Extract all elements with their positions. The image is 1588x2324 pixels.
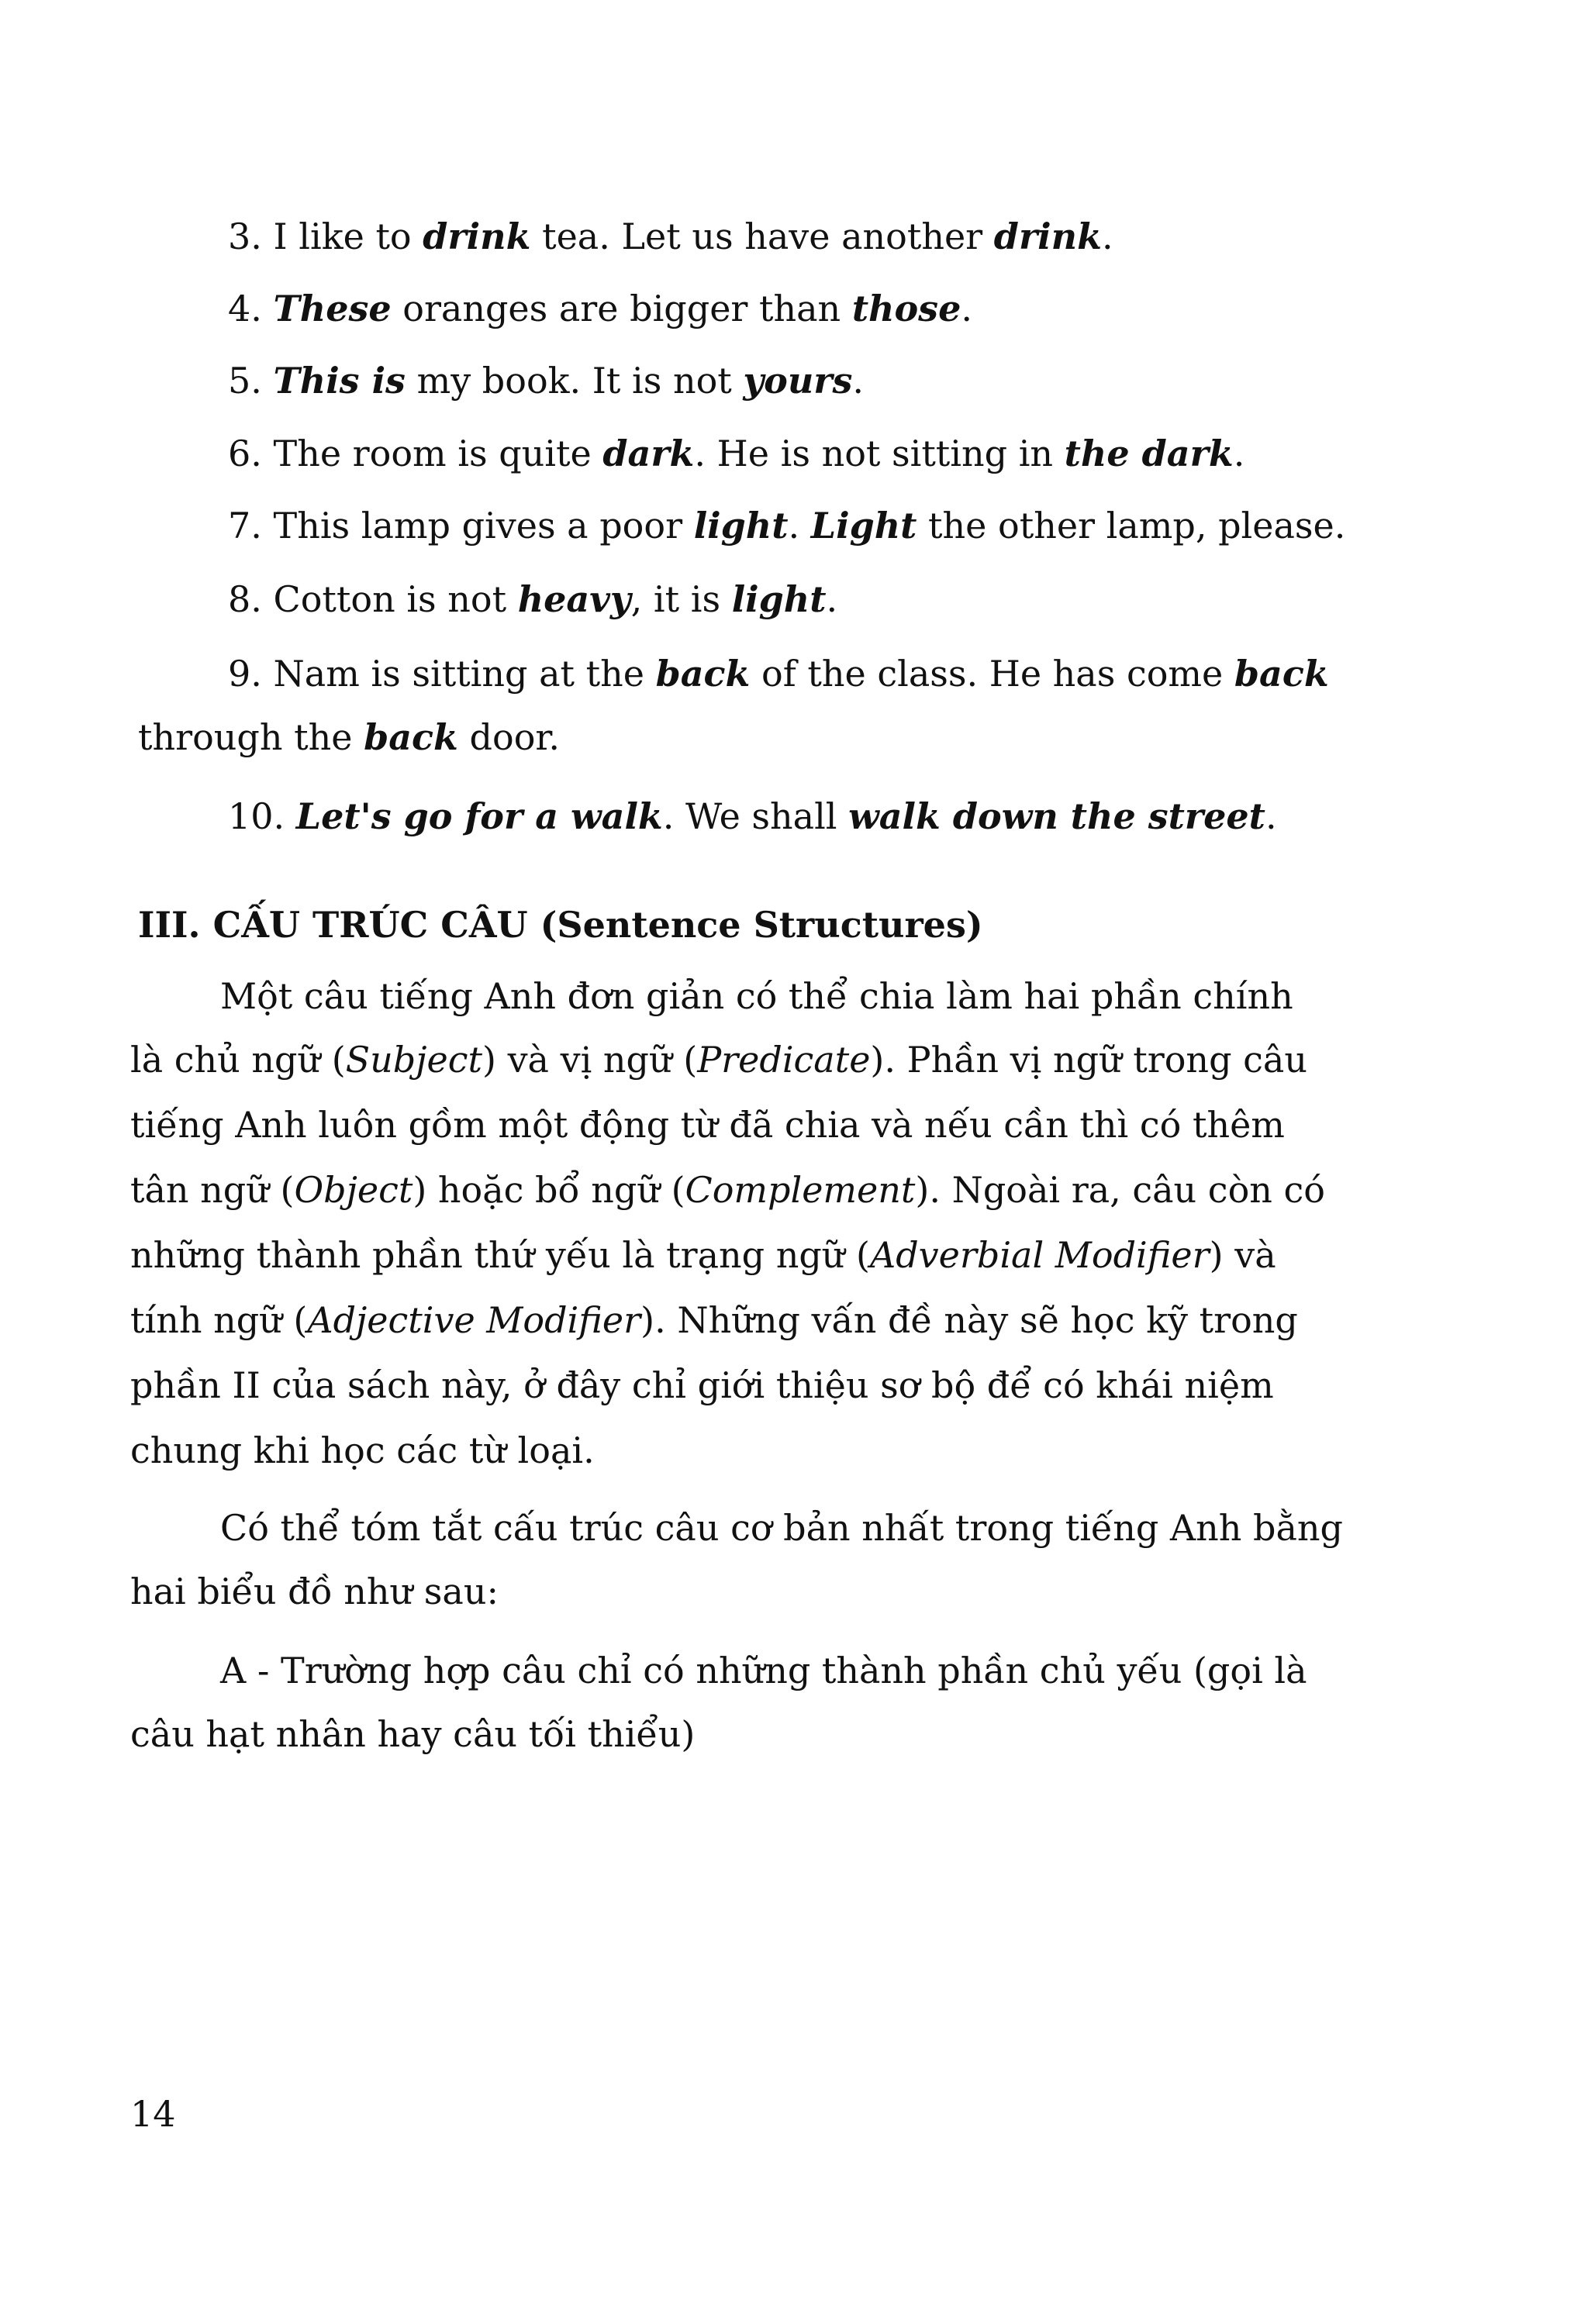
para3-line-1: A - Trường hợp câu chỉ có những thành phần chủ yếu (gọi là: [220, 1650, 1307, 1691]
example-7: 7. This lamp gives a poor light. Light the other lamp, please.: [228, 505, 1346, 547]
section-heading: III. CẤU TRÚC CÂU (Sentence Structures): [138, 904, 983, 946]
page-number: 14: [130, 2093, 176, 2135]
example-8: 8. Cotton is not heavy, it is light.: [228, 578, 838, 620]
example-9-continued: through the back door.: [138, 716, 560, 758]
example-9: 9. Nam is sitting at the back of the class. He has come back: [228, 653, 1329, 695]
para1-line-2: là chủ ngữ (Subject) và vị ngữ (Predicate). Phần vị ngữ trong câu: [130, 1039, 1307, 1081]
para3-line-2: câu hạt nhân hay câu tối thiểu): [130, 1713, 696, 1755]
example-6: 6. The room is quite dark. He is not sitting in the dark.: [228, 433, 1245, 474]
example-10: 10. Let's go for a walk. We shall walk down the street.: [228, 795, 1277, 837]
example-4: 4. These oranges are bigger than those.: [228, 288, 972, 329]
para1-line-7: phần II của sách này, ở đây chỉ giới thiệu sơ bộ để có khái niệm: [130, 1364, 1274, 1406]
example-3: 3. I like to drink tea. Let us have another drink.: [228, 216, 1113, 257]
para1-line-6: tính ngữ (Adjective Modifier). Những vấn đề này sẽ học kỹ trong: [130, 1299, 1298, 1341]
para1-line-8: chung khi học các từ loại.: [130, 1429, 595, 1471]
para2-line-2: hai biểu đồ như sau:: [130, 1571, 499, 1612]
para1-line-3: tiếng Anh luôn gồm một động từ đã chia và nếu cần thì có thêm: [130, 1104, 1285, 1146]
example-5: 5. This is my book. It is not yours.: [228, 360, 865, 402]
para2-line-1: Có thể tóm tắt cấu trúc câu cơ bản nhất trong tiếng Anh bằng: [220, 1507, 1343, 1549]
para1-line-4: tân ngữ (Object) hoặc bổ ngữ (Complement). Ngoài ra, câu còn có: [130, 1169, 1325, 1211]
para1-line-1: Một câu tiếng Anh đơn giản có thể chia làm hai phần chính: [220, 975, 1293, 1017]
para1-line-5: những thành phần thứ yếu là trạng ngữ (Adverbial Modifier) và: [130, 1234, 1276, 1276]
